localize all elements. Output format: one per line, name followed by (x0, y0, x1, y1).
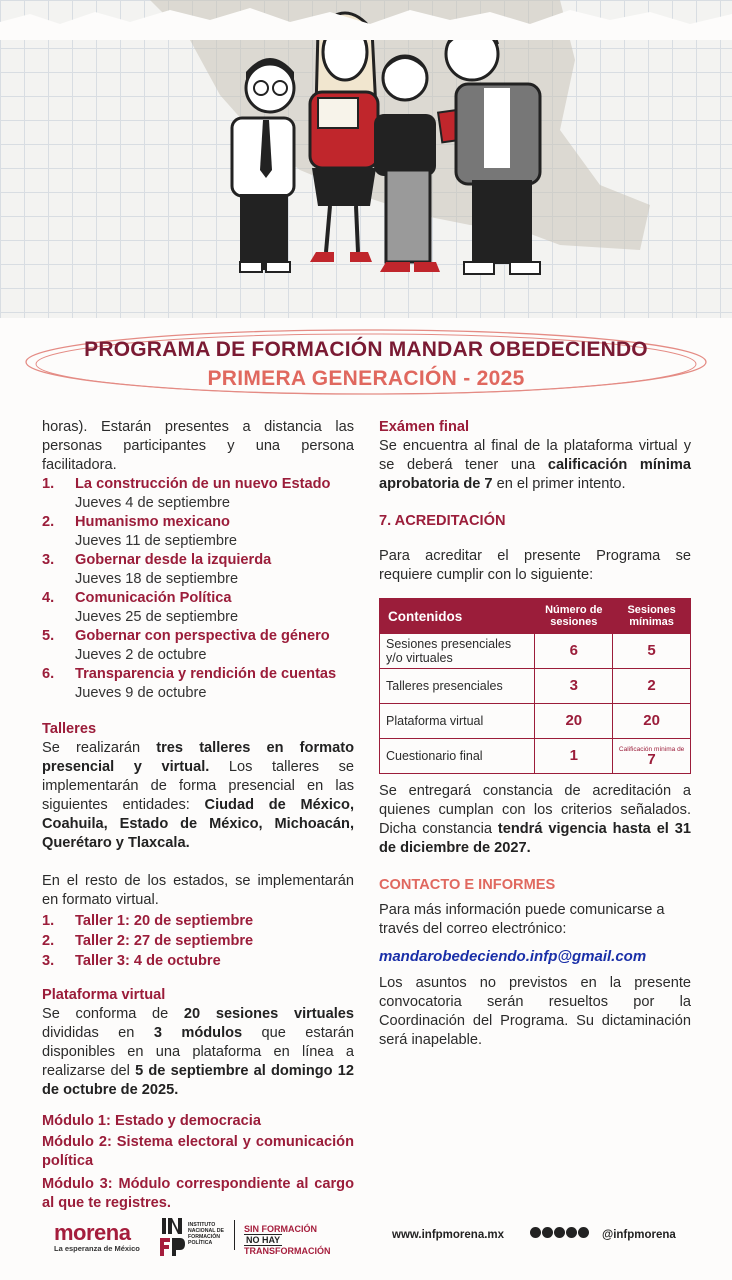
contacto-heading: CONTACTO E INFORMES (379, 877, 556, 893)
module-3: Módulo 3: Módulo correspondiente al cargo al que te registres. (42, 1176, 354, 1211)
talleres-virtual-text: En el resto de los estados, se implementarán en formato virtual. (42, 873, 354, 908)
morena-logo (54, 1222, 140, 1253)
footer-divider (234, 1220, 235, 1250)
cell-note: Calificación mínima de (618, 745, 685, 753)
table-header: Contenidos (380, 599, 535, 634)
morena-wordmark: morena (54, 1220, 131, 1245)
acreditacion-intro: Para acreditar el presente Programa se requiere cumplir con lo siguiente: (379, 548, 691, 583)
table-row (380, 669, 691, 704)
session-title: Gobernar con perspectiva de género (75, 628, 330, 644)
examen-heading: Exámen final (379, 419, 470, 435)
item-number: 1. (42, 476, 55, 492)
session-date: Jueves 11 de septiembre (75, 533, 237, 549)
session-list (42, 475, 354, 703)
list-item (42, 513, 354, 551)
instagram-icon[interactable] (566, 1227, 577, 1238)
session-date: Jueves 2 de octubre (75, 647, 207, 663)
table-cell: 6 (535, 634, 613, 669)
title-line1: PROGRAMA DE FORMACIÓN MANDAR OBEDECIENDO (84, 338, 648, 361)
youtube-icon[interactable] (554, 1227, 565, 1238)
session-date: Jueves 9 de octubre (75, 685, 207, 701)
list-item (42, 475, 354, 513)
item-number: 5. (42, 628, 55, 644)
table-row (380, 704, 691, 739)
right-column (379, 418, 691, 1050)
table-cell: Cuestionario final (380, 739, 535, 774)
footer (0, 1208, 732, 1260)
item-number: 2. (42, 514, 55, 530)
module-1: Módulo 1: Estado y democracia (42, 1113, 261, 1129)
session-title: Humanismo mexicano (75, 514, 230, 530)
infp-logo-icon (158, 1216, 186, 1256)
table-cell (613, 739, 691, 774)
table-header: Número de sesiones (535, 599, 613, 634)
table-cell: 3 (535, 669, 613, 704)
session-title: Comunicación Política (75, 590, 232, 606)
social-icons (530, 1227, 589, 1238)
left-column (42, 418, 354, 1213)
table-cell: 20 (535, 704, 613, 739)
email-link[interactable]: mandarobedeciendo.infp@gmail.com (379, 948, 647, 965)
acreditacion-table (379, 598, 691, 774)
list-item (42, 589, 354, 627)
table-cell: Plataforma virtual (380, 704, 535, 739)
table-cell: 1 (535, 739, 613, 774)
item-number: 6. (42, 666, 55, 682)
list-item (42, 665, 354, 703)
table-row (380, 634, 691, 669)
infp-text: INSTITUTO NACIONAL DE FORMACIÓN POLÍTICA (188, 1222, 224, 1246)
table-row (380, 739, 691, 774)
contacto-text: Para más información puede comunicarse a través del correo electrónico: (379, 902, 665, 937)
list-item: 3. Taller 3: 4 de octubre (42, 953, 221, 969)
examen-paragraph: Se encuentra al final de la plataforma virtual y se deberá tener una calificación mínima aprobatoria de 7 en el primer intento. (379, 438, 691, 492)
facebook-icon[interactable] (530, 1227, 541, 1238)
program-title (20, 326, 712, 400)
intro-text: horas). Estarán presentes a distancia las personas participantes y una persona facilitadora. (42, 419, 354, 473)
morena-tagline: La esperanza de México (54, 1244, 140, 1253)
website-link[interactable]: www.infpmorena.mx (392, 1229, 505, 1241)
taller-list (42, 912, 354, 971)
plataforma-paragraph: Se conforma de 20 sesiones virtuales divididas en 3 módulos que estarán disponibles en una plataforma en línea a realizarse del 5 de septiembre al domingo 12 de octubre de 2025. (42, 1006, 354, 1098)
social-handle[interactable]: @infpmorena (602, 1229, 676, 1241)
table-cell: 2 (613, 669, 691, 704)
table-header-row (380, 599, 691, 634)
table-cell: 20 (613, 704, 691, 739)
list-item (42, 627, 354, 665)
table-header: Sesiones mínimas (613, 599, 691, 634)
torn-paper-edge (0, 0, 732, 40)
session-title: Gobernar desde la izquierda (75, 552, 272, 568)
session-title: La construcción de un nuevo Estado (75, 476, 331, 492)
closing-text: Los asuntos no previstos en la presente convocatoria serán resueltos por la Coordinación del Programa. Su dictaminación será inapelable. (379, 975, 691, 1048)
talleres-paragraph: Se realizarán tres talleres en formato presencial y virtual. Los talleres se implementarán de forma presencial en las siguientes entidades: Ciudad de México, Coahuila, Estado de México, Michoacán, Querétaro y Tlaxcala. (42, 740, 355, 851)
people-illustration (0, 0, 732, 318)
slogan: SIN FORMACIÓN NO HAY TRANSFORMACIÓN (244, 1224, 331, 1256)
table-cell: 5 (613, 634, 691, 669)
cell-value: 7 (647, 750, 656, 768)
hero-illustration (0, 0, 732, 318)
session-date: Jueves 18 de septiembre (75, 571, 239, 587)
twitter-icon[interactable] (542, 1227, 553, 1238)
table-cell: Talleres presenciales (380, 669, 535, 704)
list-item: 1. Taller 1: 20 de septiembre (42, 913, 254, 929)
session-date: Jueves 25 de septiembre (75, 609, 239, 625)
constancia-paragraph: Se entregará constancia de acreditación a quienes cumplan con los criterios señalados. Dicha constancia tendrá vigencia hasta el 31 de diciembre de 2027. (379, 783, 691, 856)
acreditacion-heading: 7. ACREDITACIÓN (379, 513, 506, 529)
item-number: 3. (42, 552, 55, 568)
list-item: 2. Taller 2: 27 de septiembre (42, 933, 254, 949)
item-number: 4. (42, 590, 55, 606)
plataforma-heading: Plataforma virtual (42, 987, 166, 1003)
list-item (42, 551, 354, 589)
session-title: Transparencia y rendición de cuentas (75, 666, 337, 682)
title-line2: PRIMERA GENERACIÓN - 2025 (207, 367, 525, 390)
table-cell: Sesiones presenciales y/o virtuales (380, 634, 535, 669)
tiktok-icon[interactable] (578, 1227, 589, 1238)
session-date: Jueves 4 de septiembre (75, 495, 230, 511)
talleres-heading: Talleres (42, 721, 97, 737)
module-2: Módulo 2: Sistema electoral y comunicación política (42, 1134, 354, 1169)
figure-woman-red (310, 13, 378, 262)
